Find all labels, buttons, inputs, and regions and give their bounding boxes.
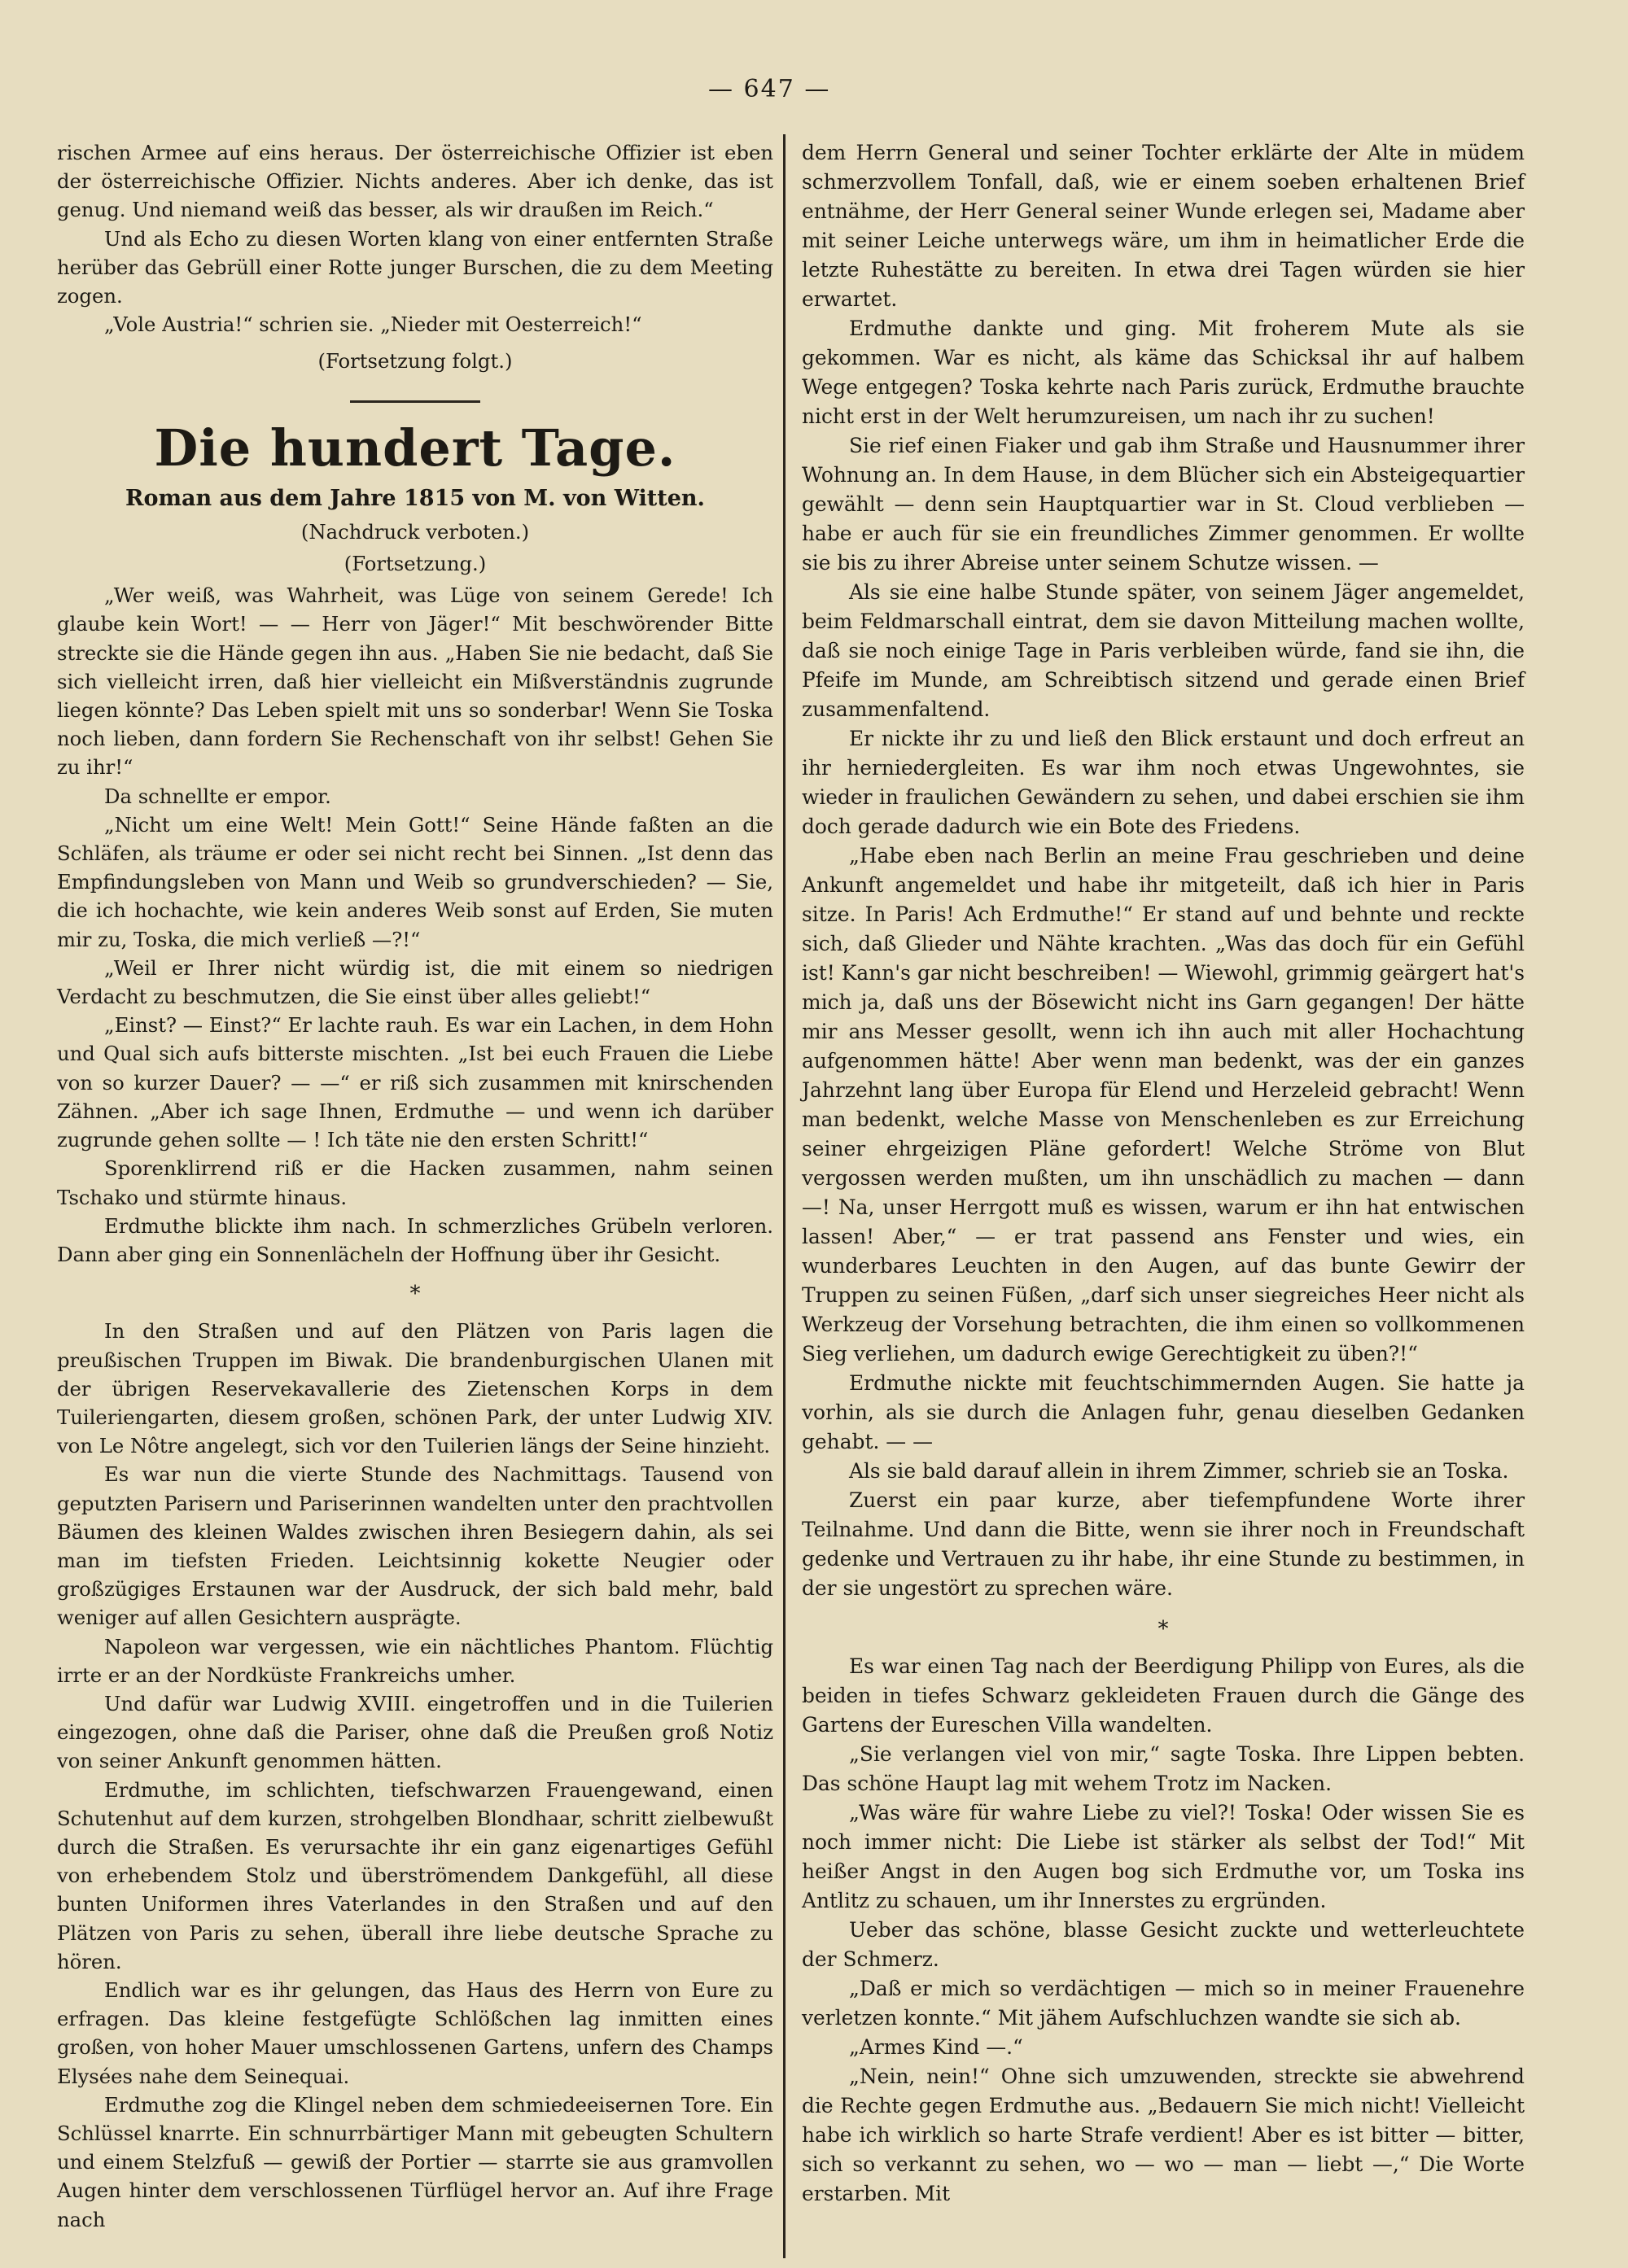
- paragraph: Erdmuthe dankte und ging. Mit froherem Mute als sie gekommen. War es nicht, als käme das Schicksal ihr auf halbem Wege entgegen? Toska kehrte nach Paris zurück, Erdmuthe brauchte nicht erst in der Welt herumzureisen, um nach ihr zu suchen!: [802, 317, 1525, 428]
- left-column: [57, 138, 773, 2234]
- paragraph: Ueber das schöne, blasse Gesicht zuckte und wetterleuchtete der Schmerz.: [802, 1918, 1525, 1971]
- paragraph: Erdmuthe zog die Klingel neben dem schmiedeeisernen Tore. Ein Schlüssel knarrte. Ein schnurrbärtiger Mann mit gebeugten Schultern und einem Stelzfuß — gewiß der Portier — starrte sie aus gramvollen Augen hinter dem verschlossenen Türflügel hervor an. Auf ihre Frage nach: [57, 2092, 773, 2231]
- paragraph: „Sie verlangen viel von mir,“ sagte Toska. Ihre Lippen bebten. Das schöne Haupt lag mit wehem Trotz im Nacken.: [802, 1742, 1525, 1795]
- paragraph: Napoleon war vergessen, wie ein nächtliches Phantom. Flüchtig irrte er an der Nordküste Frankreichs umher.: [57, 1634, 773, 1687]
- paragraph: rischen Armee auf eins heraus. Der österreichische Offizier ist eben der österreichische Offizier. Nichts anderes. Aber ich denke, das ist genug. Und niemand weiß das besser, als wir draußen im Reich.“: [57, 141, 773, 222]
- story-title: Die hundert Tage.: [154, 417, 676, 478]
- paragraph: Sporenklirrend riß er die Hacken zusammen, nahm seinen Tschako und stürmte hinaus.: [57, 1156, 773, 1209]
- continued-note: (Fortsetzung folgt.): [317, 349, 513, 374]
- paragraph: „Habe eben nach Berlin an meine Frau geschrieben und deine Ankunft angemeldet und habe ihr mitgeteilt, daß ich hier in Paris sitze. In Paris! Ach Erdmuthe!“ Er stand auf und behnte und reckte sich, daß Glieder und Nähte krachten. „Was das doch für ein Gefühl ist! Kann's gar nicht beschreiben! — Wiewohl, grimmig geärgert hat's mich ja, daß uns der Bösewicht nicht ins Garn gegangen! Der hätte mir ans Messer gesollt, wenn ich ihn auch mit aller Hochachtung aufgenommen hätte! Aber wenn man bedenkt, was der ein ganzes Jahrzehnt lang über Europa für Elend und Herzeleid gebracht! Wenn man bedenkt, welche Masse von Menschenleben es zur Erreichung seiner ehrgeizigen Pläne gefordert! Welche Ströme von Blut vergossen werden mußten, um ihn unschädlich zu machen — dann —! Na, unser Herrgott muß es wissen, warum er ihn hat entwischen lassen! Aber,“ — er trat passend ans Fenster und wies, ein wunderbares Leuchten in den Augen, auf das bunte Gewirr der Truppen zu seinen Füßen, „darf sich unser siegreiches Heer nicht als Werkzeug der Vorsehung betrachten, die ihm einen so vollkommenen Sieg verliehen, um dadurch ewige Gerechtigkeit zu üben?!“: [802, 844, 1525, 1366]
- paragraph: Er nickte ihr zu und ließ den Blick erstaunt und doch erfreut an ihr herniedergleiten. Es war ihm noch etwas Ungewohntes, sie wieder in fraulichen Gewändern zu sehen, und dabei erschien sie ihm doch gerade dadurch wie ein Bote des Friedens.: [802, 727, 1525, 838]
- paragraph: „Nein, nein!“ Ohne sich umzuwenden, streckte sie abwehrend die Rechte gegen Erdmuthe aus. „Bedauern Sie mich nicht! Vielleicht habe ich wirklich so harte Strafe verdient! Aber es ist bitter — bitter, sich so verkannt zu sehen, wo — wo — man — liebt —,“ Die Worte erstarben. Mit: [802, 2065, 1525, 2205]
- paragraph: Erdmuthe blickte ihm nach. In schmerzliches Grübeln verloren. Dann aber ging ein Sonnenlächeln der Hoffnung über ihr Gesicht.: [57, 1213, 773, 1266]
- paragraph: „Einst? — Einst?“ Er lachte rauh. Es war ein Lachen, in dem Hohn und Qual sich aufs bitterste mischten. „Ist bei euch Frauen die Liebe von so kurzer Dauer? — —“ er riß sich zusammen mit knirschenden Zähnen. „Aber ich sage Ihnen, Erdmuthe — und wenn ich darüber zugrunde gehen sollte — ! Ich täte nie den ersten Schritt!“: [57, 1013, 773, 1152]
- paragraph: In den Straßen und auf den Plätzen von Paris lagen die preußischen Truppen im Biwak. Die brandenburgischen Ulanen mit der übrigen Reservekavallerie des Zietenschen Korps in dem Tuileriengarten, diesem großen, schönen Park, der unter Ludwig XIV. von Le Nôtre angelegt, sich vor den Tuilerien längs der Seine hinzieht.: [57, 1319, 773, 1458]
- paragraph: Es war nun die vierte Stunde des Nachmittags. Tausend von geputzten Parisern und Pariserinnen wandelten unter den prachtvollen Bäumen des kleinen Waldes zwischen ihren Besiegern dahin, als sei man im tiefsten Frieden. Leichtsinnig kokette Neugier oder großzügiges Erstaunen war der Ausdruck, der sich bald mehr, bald weniger auf allen Gesichtern ausprägte.: [57, 1462, 773, 1630]
- column-divider: [783, 134, 786, 2258]
- paragraph: Als sie eine halbe Stunde später, von seinem Jäger angemeldet, beim Feldmarschall eintrat, dem sie davon Mitteilung machen wollte, daß sie noch einige Tage in Paris verbleiben würde, fand sie ihn, die Pfeife im Munde, am Schreibtisch sitzend und gerade einen Brief zusammenfaltend.: [802, 580, 1525, 721]
- paragraph: Als sie bald darauf allein in ihrem Zimmer, schrieb sie an Toska.: [849, 1459, 1509, 1483]
- paragraph: Und als Echo zu diesen Worten klang von einer entfernten Straße herüber das Gebrüll einer Rotte junger Burschen, die zu dem Meeting zogen.: [57, 226, 773, 308]
- paragraph: Es war einen Tag nach der Beerdigung Philipp von Eures, als die beiden in tiefes Schwarz gekleideten Frauen durch die Gänge des Gartens der Eureschen Villa wandelten.: [802, 1654, 1525, 1737]
- paragraph: Da schnellte er empor.: [104, 784, 331, 808]
- paragraph: Endlich war es ihr gelungen, das Haus des Herrn von Eure zu erfragen. Das kleine festgefügte Schlößchen lag inmitten eines großen, von hoher Mauer umschlossenen Gartens, unfern des Champs Elysées nahe dem Seinequai.: [57, 1977, 773, 2088]
- paragraph: „Vole Austria!“ schrien sie. „Nieder mit Oesterreich!“: [104, 312, 642, 337]
- story-subtitle: Roman aus dem Jahre 1815 von M. von Witten.: [125, 485, 705, 511]
- paragraph: „Armes Kind —.“: [849, 2035, 1023, 2059]
- paragraph: „Weil er Ihrer nicht würdig ist, die mit einem so niedrigen Verdacht zu beschmutzen, die Sie einst über alles geliebt!“: [57, 955, 773, 1009]
- paragraph: Und dafür war Ludwig XVIII. eingetroffen und in die Tuilerien eingezogen, ohne daß die Pariser, ohne daß die Preußen groß Notiz von seiner Ankunft genommen hätten.: [57, 1691, 773, 1773]
- paragraph: „Nicht um eine Welt! Mein Gott!“ Seine Hände faßten an die Schläfen, als träume er oder sei nicht recht bei Sinnen. „Ist denn das Empfindungsleben von Mann und Weib so grundverschieden? — Sie, die ich hochachte, wie kein anderes Weib sonst auf Erden, Sie muten mir zu, Toska, die mich verließ —?!“: [57, 812, 773, 951]
- paragraph: „Was wäre für wahre Liebe zu viel?! Toska! Oder wissen Sie es noch immer nicht: Die Liebe ist stärker als selbst der Tod!“ Mit heißer Angst in den Augen bog sich Erdmuthe vor, um Toska ins Antlitz zu schauen, um ihr Innerstes zu ergründen.: [802, 1801, 1525, 1912]
- paragraph: Sie rief einen Fiaker und gab ihm Straße und Hausnummer ihrer Wohnung an. In dem Hause, in dem Blücher sich ein Absteigequartier gewählt — denn sein Hauptquartier war in St. Cloud verblieben — habe er auch für sie ein freundliches Zimmer genommen. Er wollte sie bis zu ihrer Abreise unter seinem Schutze wissen. —: [802, 434, 1525, 575]
- paragraph: dem Herrn General und seiner Tochter erklärte der Alte in müdem schmerzvollem Tonfall, daß, wie er einem soeben erhaltenen Brief entnähme, der Herr General seiner Wunde erlegen sei, Madame aber mit seiner Leiche unterwegs wäre, um ihm in heimatlicher Erde die letzte Ruhestätte zu bereiten. In etwa drei Tagen würden sie hier erwartet.: [802, 141, 1525, 311]
- continuation-note: (Fortsetzung.): [344, 552, 487, 576]
- paragraph: „Wer weiß, was Wahrheit, was Lüge von seinem Gerede! Ich glaube kein Wort! — — Herr von Jäger!“ Mit beschwörender Bitte streckte sie die Hände gegen ihn aus. „Haben Sie nie bedacht, daß Sie sich vielleicht irren, daß hier vielleicht ein Mißverständnis zugrunde liegen könnte? Das Leben spielt mit uns so sonderbar! Wenn Sie Toska noch lieben, dann fordern Sie Rechenschaft von ihr selbst! Gehen Sie zu ihr!“: [57, 583, 773, 780]
- paragraph: „Daß er mich so verdächtigen — mich so in meiner Frauenehre verletzen konnte.“ Mit jähem Aufschluchzen wandte sie sich ab.: [802, 1977, 1525, 2030]
- section-rule: [350, 400, 480, 403]
- paragraph: Erdmuthe, im schlichten, tiefschwarzen Frauengewand, einen Schutenhut auf dem kurzen, strohgelben Blondhaar, schritt zielbewußt durch die Straßen. Es verursachte ihr ein ganz eigenartiges Gefühl von erhebendem Stolz und überströmendem Dankgefühl, all diese bunten Uniformen ihres Vaterlandes in den Straßen und auf den Plätzen von Paris zu sehen, überall ihre liebe deutsche Sprache zu hören.: [57, 1777, 773, 1973]
- reprint-note: (Nachdruck verboten.): [300, 519, 530, 544]
- right-column: [802, 138, 1525, 2209]
- paragraph: Zuerst ein paar kurze, aber tiefempfundene Worte ihrer Teilnahme. Und dann die Bitte, wenn sie ihrer noch in Freundschaft gedenke und Vertrauen zu ihr habe, ihr eine Stunde zu bestimmen, in der sie ungestört zu sprechen wäre.: [802, 1488, 1525, 1600]
- section-separator: *: [409, 1282, 421, 1307]
- paragraph: Erdmuthe nickte mit feuchtschimmernden Augen. Sie hatte ja vorhin, als sie durch die Anlagen fuhr, genau dieselben Gedanken gehabt. — —: [802, 1371, 1525, 1453]
- section-separator: *: [1158, 1617, 1169, 1641]
